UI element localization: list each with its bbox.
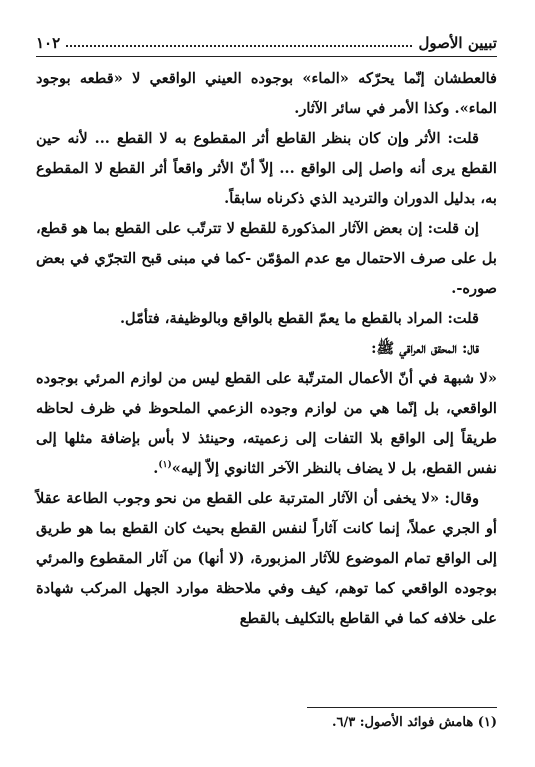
paragraph-text: الأثر وإن كان بنظر القاطع أثر المقطوع به لا القطع ... لأنه حين القطع يرى أنه واصل إلى الواقع ... إلاّ أنّ الأثر واقعاً أثر القطع لا المقطوع به، بدليل الدوران والترديد الذي ذكرناه سابقاً. — [36, 130, 497, 207]
paragraph — [36, 304, 497, 334]
paragraph — [36, 124, 497, 214]
paragraph — [36, 64, 497, 124]
paragraph-lead: قلت: — [447, 130, 479, 147]
running-title: تبيين الأصول — [418, 34, 497, 52]
paragraph-text: وقال: «لا يخفى أن الآثار المترتبة على القطع من نحو وجوب الطاعة عقلاً أو الجري عملاً، إنما كانت آثاراً لنفس القطع بحيث كان القطع بما هو طريق إلى الواقع تمام الموضوع للآثار المزبورة، (لا أنها) من آثار المقطوع والمرئي بوجوده الواقعي كما توهم، كيف وفي ملاحظة موارد الجهل المركب شهادة على خلافه كما في القاطع بالتكليف بالقطع — [36, 490, 497, 627]
paragraph-text: إن بعض الآثار المذكورة للقطع لا تترتّب على القطع بما هو قطع، بل على صرف الاحتمال مع عدم المؤمّن -كما في مبنى قبح التجرّي في بعض صوره-. — [36, 220, 497, 297]
page-header — [36, 30, 497, 52]
header-dotted-leader — [66, 45, 412, 47]
header-rule — [36, 56, 497, 57]
footnote-reference[interactable]: (١) — [158, 460, 172, 471]
footnote: (١) هامش فوائد الأصول: ٦/٣. — [331, 715, 497, 730]
paragraph-text: المراد بالقطع ما يعمّ القطع بالواقع وبالوظيفة، فتأمّل. — [119, 310, 448, 327]
paragraph-text: المحقق العراقي ﷺ: — [371, 340, 462, 357]
paragraph — [36, 334, 497, 364]
paragraph-lead: قال: — [461, 340, 479, 357]
footnote-rule — [307, 707, 497, 708]
paragraph-lead: إن قلت: — [427, 220, 479, 237]
paragraph — [36, 214, 497, 304]
paragraph-lead: قلت: — [447, 310, 479, 327]
paragraph-text: «لا شبهة في أنّ الأعمال المترتّبة على القطع ليس من لوازم المرئي بوجوده الواقعي، بل إنّما هي من لوازم وجوده الزعمي الملحوظ في ظرف لحاظه طريقاً إلى الواقع بلا التفات إلى زعميته، وحينئذ لا بأس بإضافة مثلها إلى نفس القطع، بل لا يضاف بالنظر الآخر الثانوي إلاّ إليه» — [36, 370, 497, 477]
paragraph-text: فالعطشان إنّما يحرّكه «الماء» بوجوده العيني الواقعي لا «قطعه بوجود الماء». وكذا الأمر في سائر الآثار. — [36, 70, 497, 117]
page-number: ١٠٢ — [36, 34, 61, 52]
paragraph: «لا شبهة في أنّ الأعمال المترتّبة على القطع ليس من لوازم المرئي بوجوده الواقعي، بل إنّما هي من لوازم وجوده الزعمي الملحوظ في ظرف لحاظه طريقاً إلى الواقع بلا التفات إلى زعميته، وحينئذ لا بأس بإضافة مثلها إلى نفس القطع، بل لا يضاف بالنظر الآخر الثانوي إلاّ إليه»$^{(١)}$. — [36, 370, 497, 477]
body-text — [36, 64, 497, 634]
paragraph — [36, 484, 497, 634]
